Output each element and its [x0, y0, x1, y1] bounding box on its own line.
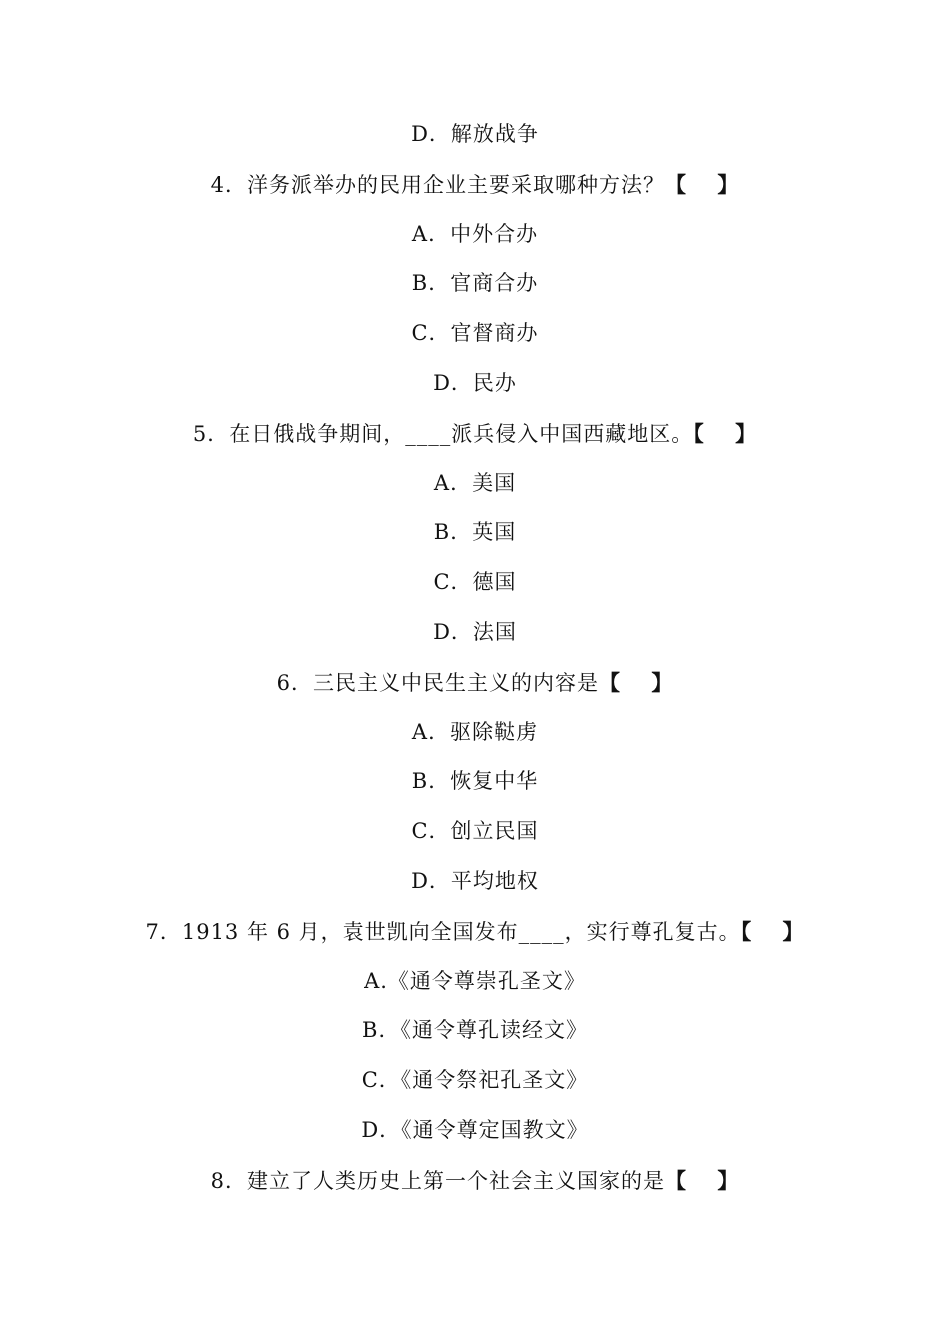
option-text: D．法国 — [433, 619, 517, 644]
option-text: C．《通令祭祀孔圣文》 — [361, 1068, 589, 1093]
question-text: 6．三民主义中民生主义的内容是【 】 — [276, 669, 674, 695]
answer-bracket: 【 】 — [740, 918, 805, 944]
answer-bracket: 【 】 — [665, 171, 740, 197]
option-text: B．英国 — [433, 520, 517, 545]
option-text: D．《通令尊定国教文》 — [361, 1117, 589, 1142]
option-text: D．民办 — [433, 370, 517, 395]
question-text: 8．建立了人类历史上第一个社会主义国家的是【 】 — [210, 1167, 740, 1193]
option-text: D．平均地权 — [411, 868, 539, 893]
option-text: D．解放战争 — [411, 122, 539, 146]
answer-bracket: 【 】 — [693, 420, 758, 446]
question-text: 7．1913 年 6 月，袁世凯向全国发布____，实行尊孔复古。【 】 — [145, 918, 805, 944]
option-text: A．美国 — [433, 470, 517, 495]
option-text: C．创立民国 — [411, 819, 539, 844]
option-text: A．中外合办 — [411, 221, 539, 246]
option-text: C．官督商办 — [411, 321, 539, 346]
document-page — [0, 110, 950, 1206]
option-text: B．恢复中华 — [411, 769, 539, 794]
question-text: 4．洋务派举办的民用企业主要采取哪种方法？【 】 — [210, 171, 740, 197]
answer-bracket: 【 】 — [599, 669, 674, 695]
option-text: B．《通令尊孔读经文》 — [362, 1018, 588, 1043]
option-text: A.《通令尊崇孔圣文》 — [364, 968, 586, 993]
answer-bracket: 【 】 — [665, 1167, 740, 1193]
option-text: B．官商合办 — [411, 271, 539, 296]
question-text: 5．在日俄战争期间，____派兵侵入中国西藏地区。【 】 — [192, 420, 758, 446]
option-text: C．德国 — [433, 570, 517, 595]
option-text: A．驱除鞑虏 — [411, 719, 539, 744]
